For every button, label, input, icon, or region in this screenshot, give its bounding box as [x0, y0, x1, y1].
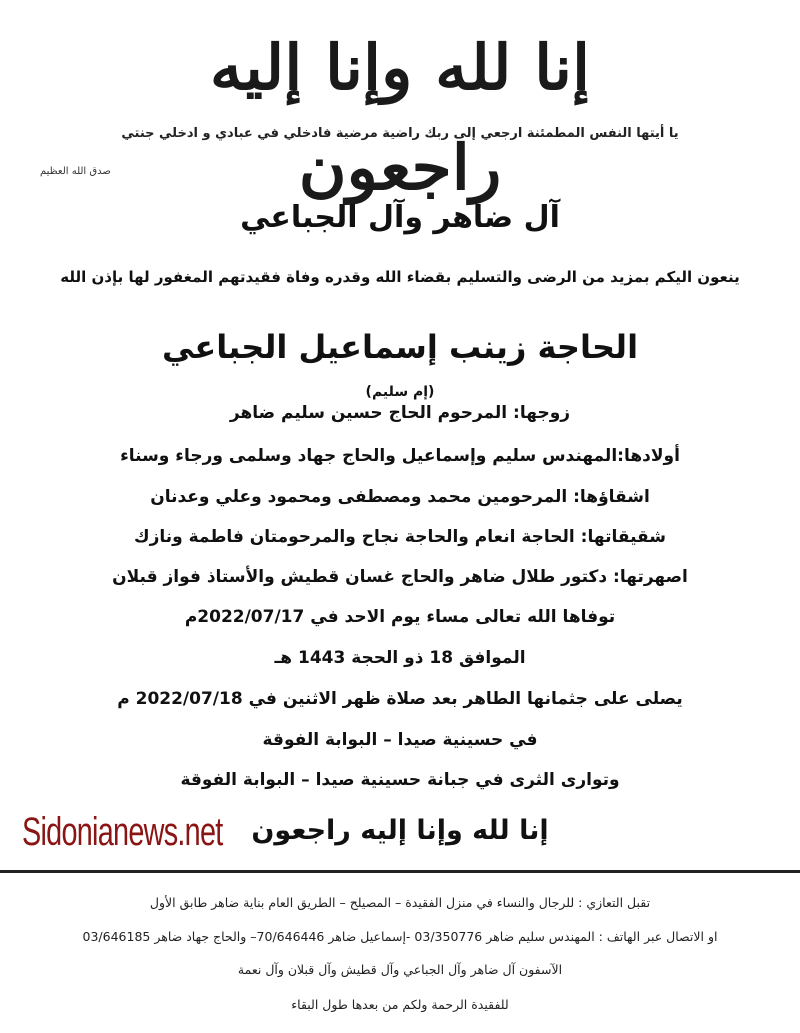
mourning-families: الآسفون آل ضاهر وآل الجباعي وآل قطيش وآل قبلان وآل نعمة [237, 962, 563, 977]
contact-phones: او الاتصال عبر الهاتف : المهندس سليم ضاهر 03/350776 -إسماعيل ضاهر 70/646446– والحاج جهاد ضاهر 03/646185 [82, 929, 718, 944]
deceased-full-name: الحاجة زينب إسماعيل الجباعي [161, 328, 639, 366]
deceased-name [150, 328, 650, 404]
closing-wish: للفقيدة الرحمة ولكم من بعدها طول البقاء [291, 997, 509, 1012]
families-title: آل ضاهر وآل الجباعي [240, 200, 560, 235]
deceased-nickname: (إم سليم) [365, 384, 435, 400]
prayer-location-line: في حسينية صيدا – البوابة الفوقة [262, 730, 538, 750]
husband-line: زوجها: المرحوم الحاج حسين سليم ضاهر [229, 403, 571, 423]
hijri-date-line: الموافق 18 ذو الحجة 1443 هـ [274, 648, 526, 668]
death-date-line: توفاها الله تعالى مساء يوم الاحد في 2022/07/17م [184, 607, 616, 627]
condolence-location: تقبل التعازي : للرجال والنساء في منزل الفقيدة – المصيلح – الطريق العام بناية ضاهر طابق الأول [149, 895, 651, 910]
sisters-line: شقيقاتها: الحاجة انعام والحاجة نجاح والمرحومتان فاطمة ونازك [134, 527, 666, 547]
quran-verse: يا أيتها النفس المطمئنة ارجعي إلى ربك راضية مرضية فادخلي في عبادي و ادخلي جنتي [121, 126, 679, 141]
intro-text: ينعون اليكم بمزيد من الرضى والتسليم بقضاء الله وقدره وفاة فقيدتهم المغفور لها بإذن الله [60, 268, 740, 286]
calligraphy-header: إنا لله وإنا إليه راجعون [209, 31, 591, 204]
brothers-line: اشقاؤها: المرحومين محمد ومصطفى ومحمود وعلي وعدنان [150, 487, 650, 507]
closing-phrase: إنا لله وإنا إليه راجعون [251, 815, 549, 846]
site-watermark: Sidonianews.net [22, 810, 223, 854]
sadaqa-label: صدق الله العظيم [40, 166, 111, 177]
divider [0, 870, 800, 873]
children-line: أولادها:المهندس سليم وإسماعيل والحاج جهاد وسلمى ورجاء وسناء [120, 446, 680, 466]
burial-line: وتوارى الثرى في جبانة حسينية صيدا – البوابة الفوقة [180, 770, 620, 790]
prayer-line: يصلى على جثمانها الطاهر بعد صلاة ظهر الاثنين في 2022/07/18 م [117, 689, 683, 709]
in-laws-line: اصهرتها: دكتور طلال ضاهر والحاج غسان قطيش والأستاذ فواز قبلان [112, 567, 688, 587]
